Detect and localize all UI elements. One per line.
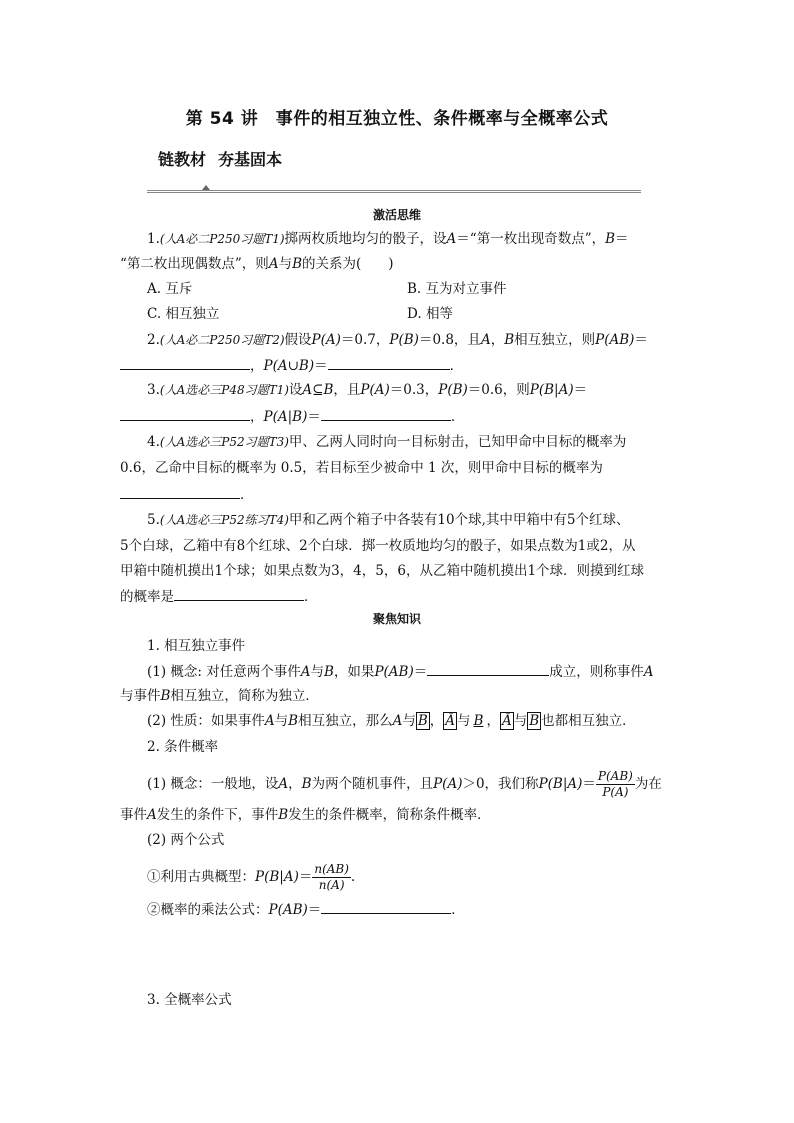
complement-b-box: B̄ <box>417 713 428 729</box>
question-4-line-2: 0.6，乙命中目标的概率为 0.5，若目标至少被命中 1 次，则甲命中目标的概率为 <box>120 460 603 476</box>
answer-blank[interactable] <box>321 899 451 914</box>
question-1-line-1: 1.(人A必二P250习题T1)掷两枚质地均匀的骰子，设A＝“第一枚出现奇数点”，B＝ <box>147 231 629 247</box>
option-d[interactable]: D. 相等 <box>407 306 453 322</box>
answer-blank[interactable] <box>321 406 451 421</box>
question-4-line-1: 4.(人A选必三P52习题T3)甲、乙两人同时向一目标射击，已知甲命中目标的概率为 <box>147 434 627 450</box>
knowledge-1-concept-line-2: 与事件B相互独立，简称为独立． <box>120 688 319 704</box>
formula-classical: ①利用古典概型：P(B|A)＝ $\frac{n(AB)}{n(A)}$ . <box>147 862 356 892</box>
question-5-line-3: 甲箱中随机摸出1个球；如果点数为3，4，5，6，从乙箱中随机摸出1个球．则摸到红球 <box>120 563 645 579</box>
complement-b-box: B̄ <box>529 713 540 729</box>
answer-blank[interactable] <box>120 355 250 370</box>
knowledge-3-heading: 3. 全概率公式 <box>147 992 232 1008</box>
complement-a-box: Ā <box>445 713 456 729</box>
question-5-line-4: 的概率是 ． <box>120 586 318 607</box>
section-heading <box>158 147 282 170</box>
answer-blank[interactable] <box>174 586 304 601</box>
knowledge-1-concept-line-1: (1) 概念: 对任意两个事件A与B，如果P(AB)＝ 成立，则称事件A <box>147 661 653 682</box>
answer-blank[interactable] <box>120 484 240 499</box>
question-2-line-1: 2.(人A必二P250习题T2)假设P(A)＝0.7，P(B)＝0.8，且A，B相互独立，则P(AB)＝ <box>147 332 648 348</box>
option-b[interactable]: B. 互为对立事件 <box>407 281 507 297</box>
knowledge-2-two-formulas: (2) 两个公式 <box>147 832 225 848</box>
lesson-title: 第 54 讲 事件的相互独立性、条件概率与全概率公式 <box>185 109 609 129</box>
subheading-activate-thinking: 激活思维 <box>372 208 421 222</box>
knowledge-2-concept-line-1: (1) 概念：一般地，设A，B为两个随机事件，且P(A)＞0，我们称P(B|A)＝ $\frac{P(AB)}{P(A)}$ 为在 <box>147 769 662 799</box>
question-3-line-1: 3.(人A选必三P48习题T1)设A⊆B，且P(A)＝0.3，P(B)＝0.6，则P(B|A)＝ <box>147 382 588 398</box>
question-3-line-2: ，P(A|B)＝ ． <box>120 406 464 427</box>
option-c[interactable]: C. 相互独立 <box>147 306 220 322</box>
classical-probability-fraction: $\frac{n(AB)}{n(A)}$ <box>314 862 349 892</box>
section-heading-part1: 链教材 <box>158 150 207 169</box>
question-4-line-3: ． <box>120 484 254 505</box>
question-1-line-2: “第二枚出现偶数点”，则A与B的关系为( ) <box>120 256 394 272</box>
section-heading-part2: 夯基固本 <box>218 150 283 169</box>
section-divider <box>147 190 641 193</box>
knowledge-2-concept-line-2: 事件A发生的条件下，事件B发生的条件概率，简称条件概率． <box>120 807 491 823</box>
knowledge-2-heading: 2. 条件概率 <box>147 739 219 755</box>
subheading-focus-knowledge: 聚焦知识 <box>372 612 421 626</box>
formula-multiplication: ②概率的乘法公式：P(AB)＝ ． <box>147 899 465 920</box>
conditional-probability-fraction: $\frac{P(AB)}{P(A)}$ <box>597 769 633 799</box>
option-a[interactable]: A. 互斥 <box>147 281 193 297</box>
complement-a-box: Ā <box>501 713 512 729</box>
question-5-line-2: 5个白球，乙箱中有8个红球、2个白球．掷一枚质地均匀的骰子，如果点数为1或2，从 <box>120 538 636 554</box>
answer-blank[interactable] <box>427 661 549 676</box>
knowledge-1-property: (2) 性质：如果事件A与B相互独立，那么A与 B̄ ， Ā 与 B ， Ā 与 B̄ 也都相互独立． <box>147 713 636 729</box>
underlined-b: B <box>473 713 484 729</box>
question-2-line-2: ，P(A∪B)＝ ． <box>120 355 463 376</box>
question-5-line-1: 5.(人A选必三P52练习T4)甲和乙两个箱子中各装有10个球,其中甲箱中有5个红球、 <box>147 512 630 528</box>
answer-blank[interactable] <box>120 406 250 421</box>
divider-marker <box>202 185 210 190</box>
question-1-source: (人A必二P250习题T1) <box>159 232 285 246</box>
answer-blank[interactable] <box>328 355 450 370</box>
knowledge-1-heading: 1. 相互独立事件 <box>147 638 246 654</box>
